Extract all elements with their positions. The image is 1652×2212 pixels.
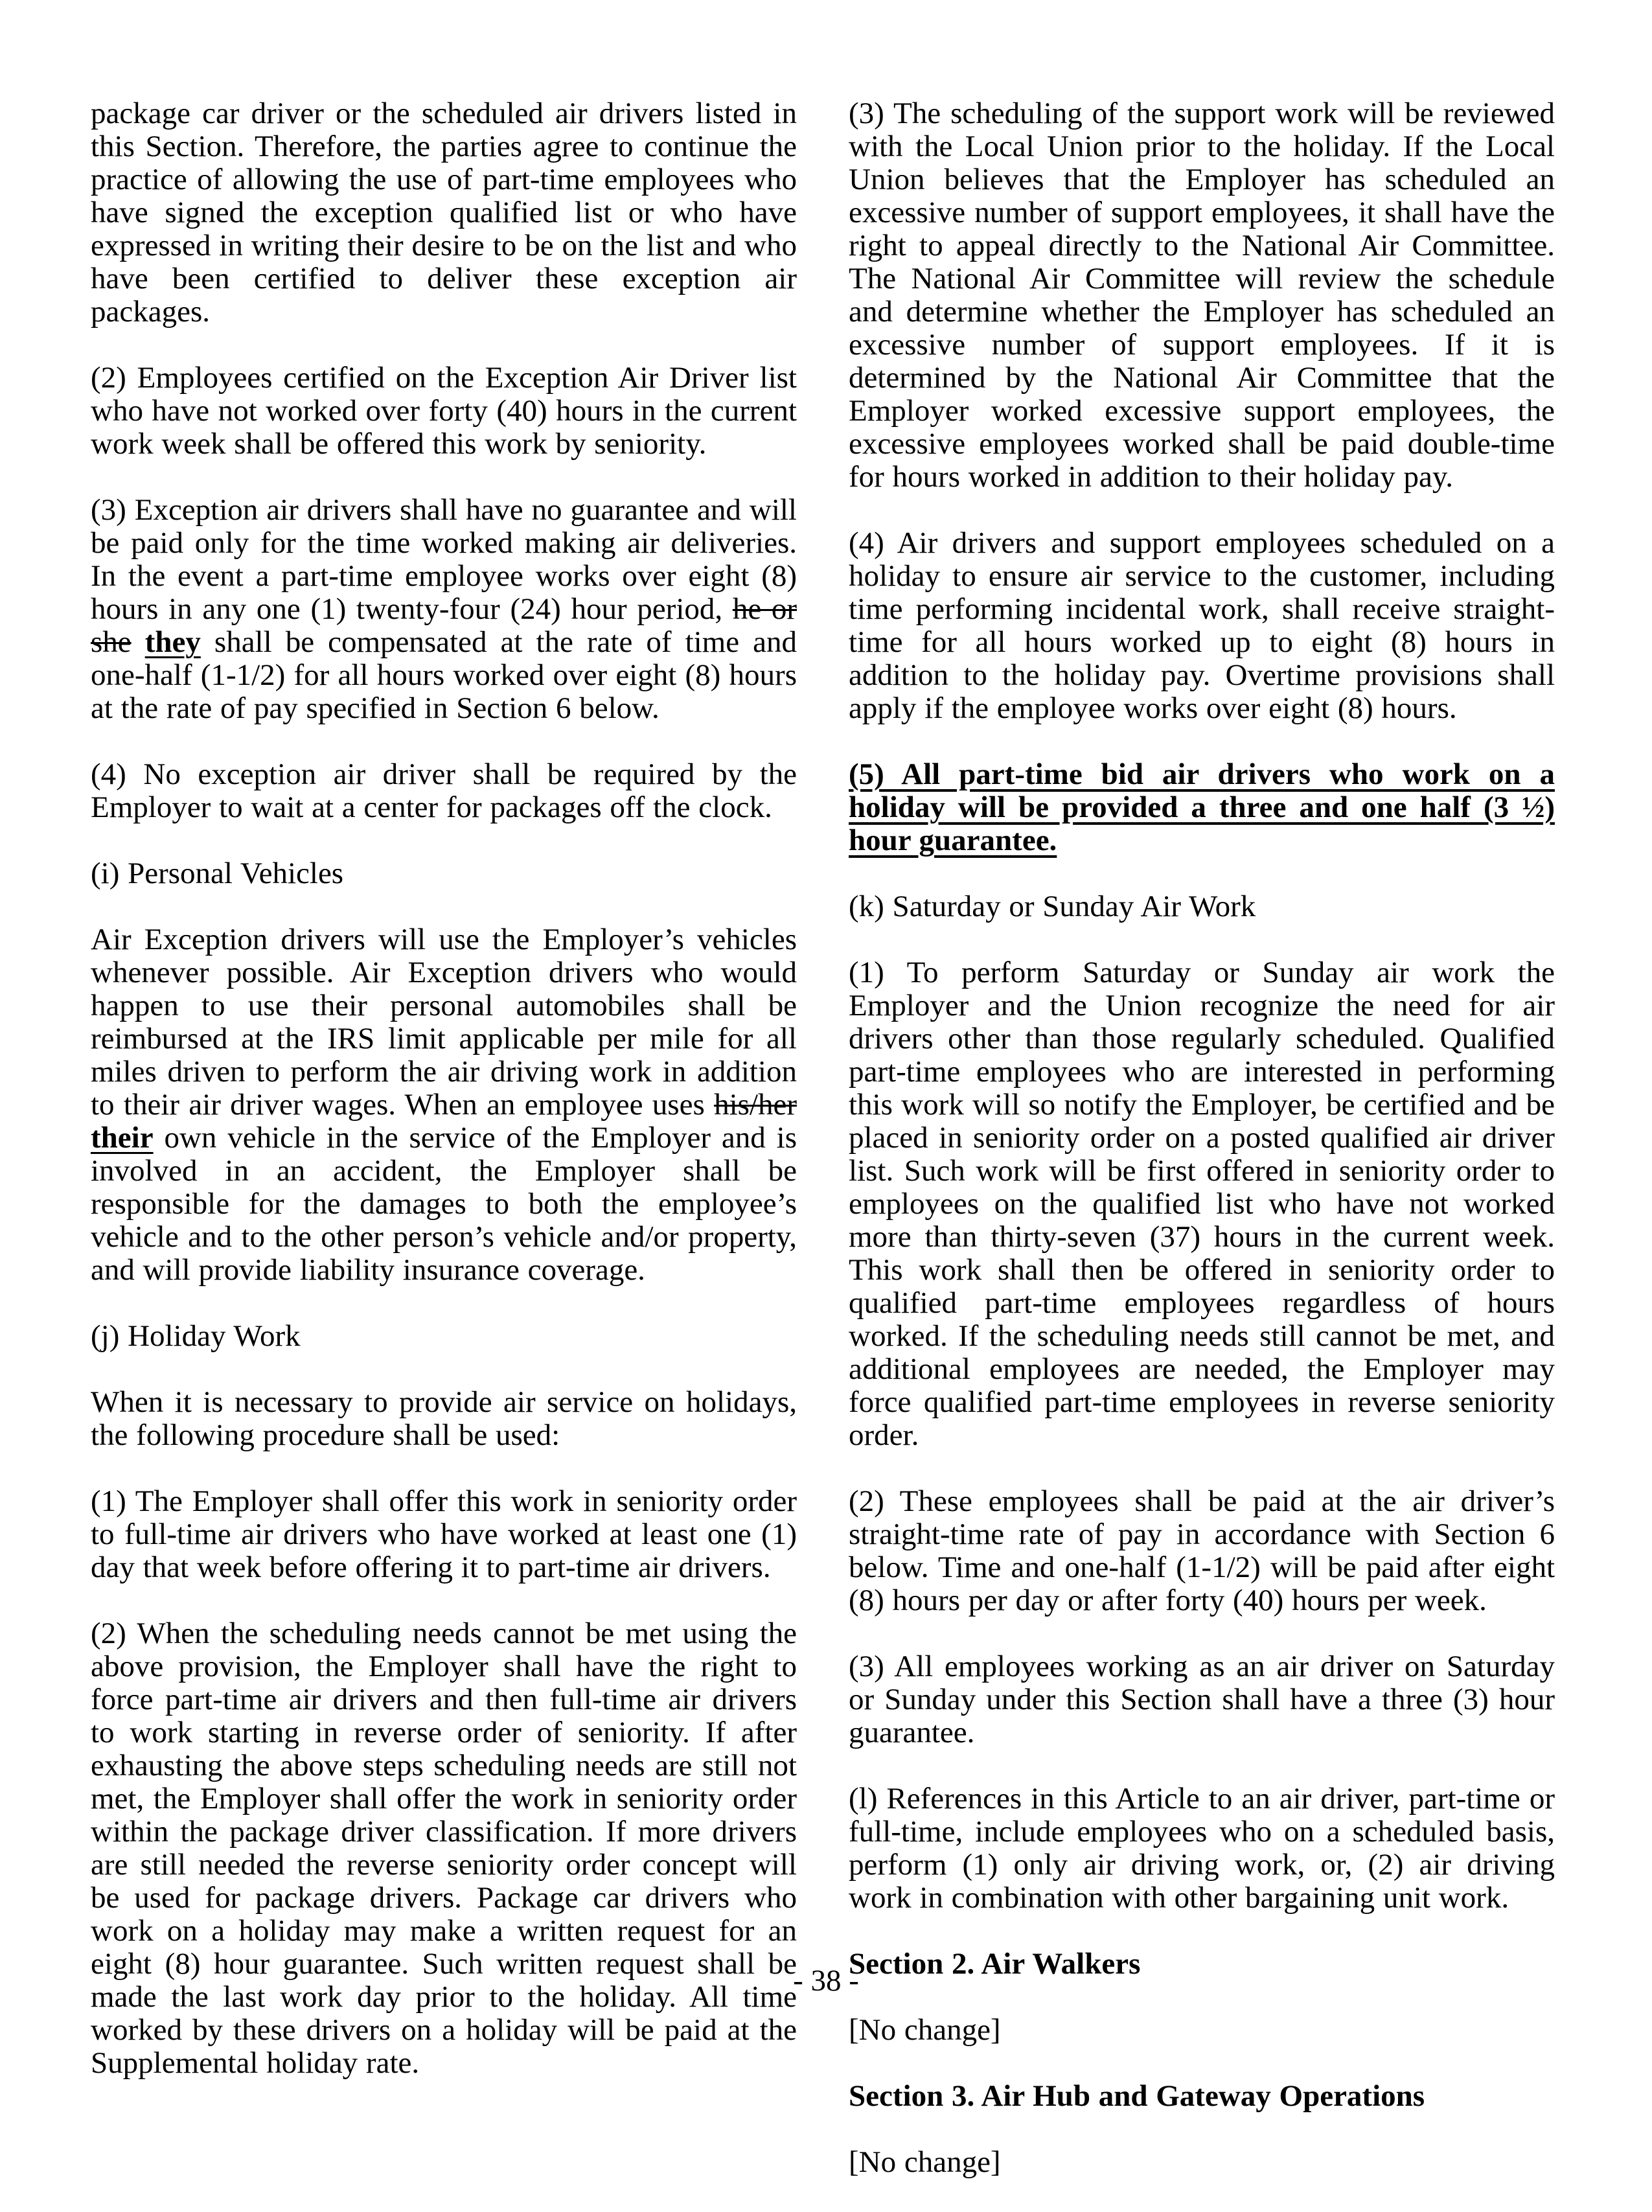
paragraph: (2) These employees shall be paid at the air driver’s straight-time rate of pay in accordance with Section 6 below. Time and one-half (1-1/2) will be paid after eight (8) hours per day or after forty (40) hours per week.: [849, 1484, 1555, 1617]
paragraph: When it is necessary to provide air service on holidays, the following procedure shall be used:: [91, 1385, 797, 1452]
struck-text: he or she: [91, 592, 797, 659]
paragraph: package car driver or the scheduled air drivers listed in this Section. Therefore, the parties agree to continue the practice of allowing the use of part-time employees who have signed the exception qualified list or who have expressed in writing their desire to be on the list and who have been certified to deliver these exception air packages.: [91, 97, 797, 328]
page-number: - 38 -: [793, 1964, 859, 1998]
paragraph: (2) When the scheduling needs cannot be met using the above provision, the Employer shall have the right to force part-time air drivers and then full-time air drivers to work starting in reverse order of seniority. If after exhausting the above steps scheduling needs are still not met, the Employer shall offer the work in seniority order within the package driver classification. If more drivers are still needed the reverse seniority order concept will be used for package drivers. Package car drivers who work on a holiday may make a written request for an eight (8) hour guarantee. Such written request shall be made the last work day prior to the holiday. All time worked by these drivers on a holiday will be paid at the Supplemental holiday rate.: [91, 1617, 797, 2080]
paragraph: [No change]: [849, 2013, 1001, 2047]
paragraph: (j) Holiday Work: [91, 1319, 301, 1353]
inserted-text: their: [91, 1121, 154, 1155]
inserted-text: they: [144, 625, 201, 659]
paragraph: (k) Saturday or Sunday Air Work: [849, 890, 1256, 923]
paragraph: (3) Exception air drivers shall have no guarantee and will be paid only for the time worked making air deliveries. In the event a part-time employee works over eight (8) hours in any one (1) twenty-four (24) hour period, he or she they shall be compensated at the rate of time and one-half (1-1/2) for all hours worked over eight (8) hours at the rate of pay specified in Section 6 below.: [91, 493, 797, 725]
paragraph: (3) The scheduling of the support work will be reviewed with the Local Union prior to the holiday. If the Local Union believes that the Employer has scheduled an excessive number of support employees, it shall have the right to appeal directly to the National Air Committee. The National Air Committee will review the schedule and determine whether the Employer has scheduled an excessive number of support employees. If it is determined by the National Air Committee that the Employer worked excessive support employees, the excessive employees worked shall be paid double-time for hours worked in addition to their holiday pay.: [849, 97, 1555, 494]
paragraph: [No change]: [849, 2145, 1001, 2179]
paragraph: (3) All employees working as an air driver on Saturday or Sunday under this Section shall have a three (3) hour guarantee.: [849, 1650, 1555, 1749]
section-heading: Section 2. Air Walkers: [849, 1947, 1141, 1981]
section-heading: Section 3. Air Hub and Gateway Operations: [849, 2079, 1425, 2113]
struck-text: his/her: [714, 1088, 797, 1122]
inserted-paragraph: (5) All part-time bid air drivers who work on a holiday will be provided a three and one half (3 ½) hour guarantee.: [849, 757, 1555, 857]
paragraph: (4) No exception air driver shall be required by the Employer to wait at a center for packages off the clock.: [91, 757, 797, 824]
paragraph: (1) To perform Saturday or Sunday air work the Employer and the Union recognize the need for air drivers other than those regularly scheduled. Qualified part-time employees who are interested in performing this work will so notify the Employer, be certified and be placed in seniority order on a posted qualified air driver list. Such work will be first offered in seniority order to employees on the qualified list who have not worked more than thirty-seven (37) hours in the current week. This work shall then be offered in seniority order to qualified part-time employees regardless of hours worked. If the scheduling needs still cannot be met, and additional employees are needed, the Employer may force qualified part-time employees in reverse seniority order.: [849, 956, 1555, 1452]
paragraph: (4) Air drivers and support employees scheduled on a holiday to ensure air service to the customer, including time performing incidental work, shall receive straight-time for all hours worked up to eight (8) hours in addition to the holiday pay. Overtime provisions shall apply if the employee works over eight (8) hours.: [849, 526, 1555, 725]
paragraph: (l) References in this Article to an air driver, part-time or full-time, include employees who on a scheduled basis, perform (1) only air driving work, or, (2) air driving work in combination with other bargaining unit work.: [849, 1782, 1555, 1915]
paragraph: (1) The Employer shall offer this work in seniority order to full-time air drivers who have worked at least one (1) day that week before offering it to part-time air drivers.: [91, 1484, 797, 1584]
paragraph: Air Exception drivers will use the Employer’s vehicles whenever possible. Air Exception drivers who would happen to use their personal automobiles shall be reimbursed at the IRS limit applicable per mile for all miles driven to perform the air driving work in addition to their air driver wages. When an employee uses his/her their own vehicle in the service of the Employer and is involved in an accident, the Employer shall be responsible for the damages to both the employee’s vehicle and to the other person’s vehicle and/or property, and will provide liability insurance coverage.: [91, 923, 797, 1287]
paragraph: (2) Employees certified on the Exception Air Driver list who have not worked over forty (40) hours in the current work week shall be offered this work by seniority.: [91, 361, 797, 461]
paragraph: (i) Personal Vehicles: [91, 857, 344, 890]
column-right: [849, 97, 1555, 2212]
column-left: [91, 97, 797, 2212]
